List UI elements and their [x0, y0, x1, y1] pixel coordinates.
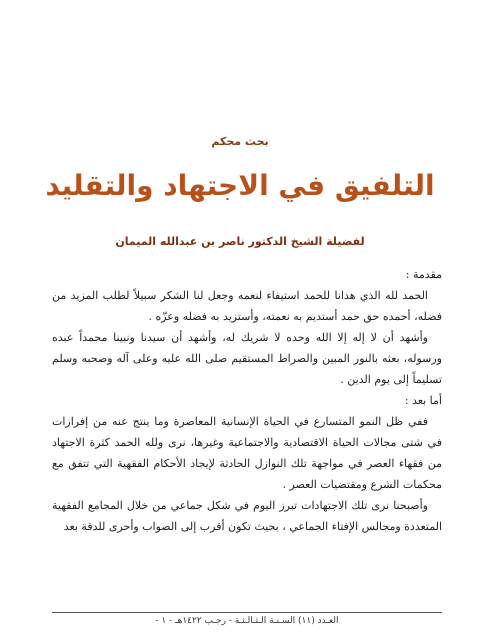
- intro-heading: مقدمة :: [405, 268, 442, 281]
- footer-divider: [52, 612, 442, 613]
- page-footer: العـدد (١١) السـنـة الـثـالـثـة - رجـب ١٤٢٢هـ - ١ -: [155, 616, 339, 626]
- paragraph-context: ففي ظل النمو المتسارع في الحياة الإنسانية المعاصرة وما ينتج عنه من إفرازات في شتى مجالات الحياة الاقتصادية والاجتماعية وغيرها، نرى ولله الحمد كثرة الاجتهاد من فقهاء العصر في مواجهة تلك النوازل الحادثة لإيجاد الأحكام الفقهية التي تتفق مع محكمات الشرع ومقتضيات العصر .: [52, 415, 442, 491]
- paragraph-testimony: وأشهد أن لا إله إلا الله وحده لا شريك له، وأشهد أن سيدنا ونبينا محمداً عبده ورسوله، بعثه بالنور المبين والصراط المستقيم صلى الله عليه وعلى آله وصحبه وسلم تسليماً إلى يوم الدين .: [52, 331, 442, 386]
- author-line: لفضيلة الشيخ الدكتور ناصر بن عبدالله الميمان: [115, 235, 365, 248]
- paragraph-praise: الحمد لله الذي هدانا للحمد استيفاء لنعمه وجعل لنا الشكر سبيلاً لطلب المزيد من فضله، أحمده حق حمد أستديم به نعمته، وأستزيد به فضله وعزّه .: [52, 289, 442, 323]
- after-heading: أما بعد :: [404, 394, 442, 407]
- article-body: [52, 264, 442, 537]
- article-type-label: بحث محكم: [211, 135, 269, 148]
- article-title: التلفيق في الاجتهاد والتقليد: [45, 169, 435, 202]
- paragraph-collective-ijtihad: وأصبحنا نرى تلك الاجتهادات تبرز اليوم في شكل جماعي من خلال المجامع الفقهية المتعددة ومجالس الإفتاء الجماعي ، بحيث تكون أقرب إلى الصواب وأحرى للدقة بعد: [52, 499, 442, 533]
